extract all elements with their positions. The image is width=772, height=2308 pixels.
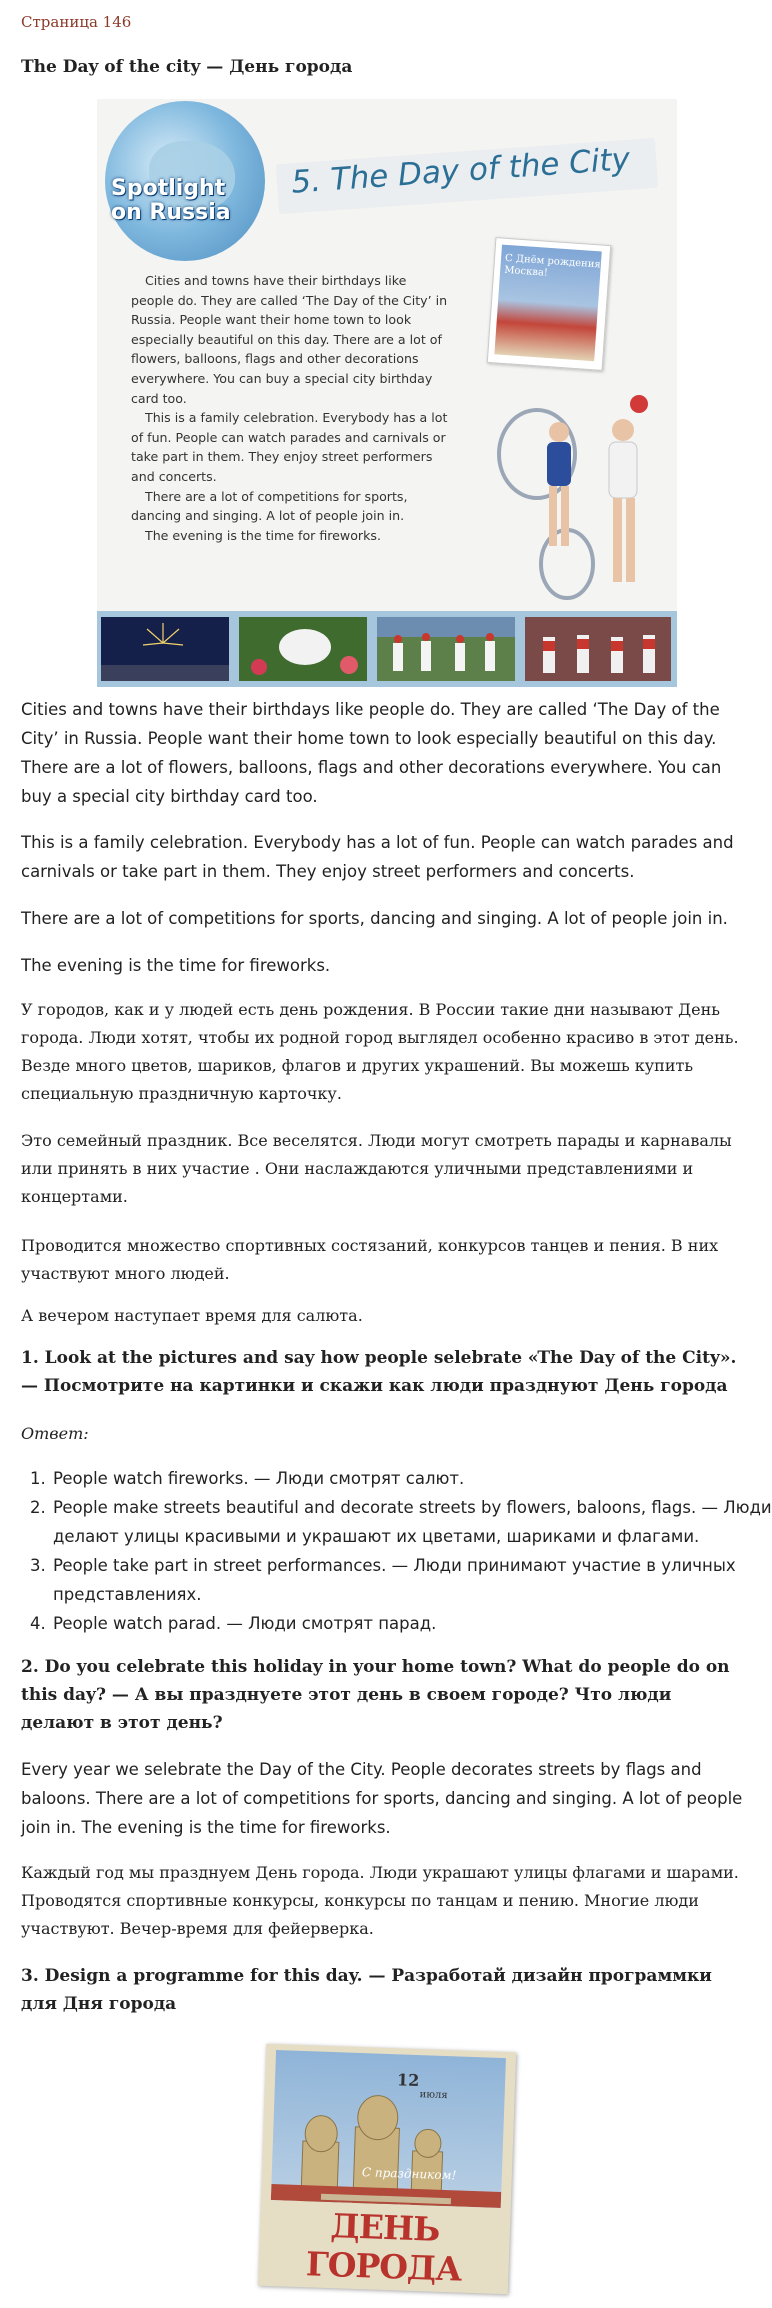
photo-strip — [97, 611, 677, 687]
poster-date-number: 12 — [396, 2070, 420, 2091]
english-paragraph: Cities and towns have their birthdays like people do. They are called ‘The Day of the City’ in Russia. People want their home town to look especially beautiful on this day. There are a lot of flowers, balloons, flags and other decorations everywhere. You can buy a special city birthday card too. — [21, 700, 722, 806]
poster-date-month: июля — [419, 2089, 448, 2102]
textbook-paragraph: There are a lot of competitions for sports, dancing and singing. A lot of people join in. — [131, 488, 408, 524]
task-1-heading: 1. Look at the pictures and say how people selebrate «The Day of the City». — Посмотрите на картинки и скажи как люди празднуют День города — [21, 1348, 737, 1396]
english-paragraph: There are a lot of competitions for sports, dancing and singing. A lot of people join in. — [21, 909, 728, 928]
russian-paragraph: Это семейный праздник. Все веселятся. Люди могут смотреть парады и карнавалы или принять в них участие . Они наслаждаются уличными представлениями и концертами. — [21, 1131, 732, 1206]
flowers-photo — [239, 617, 367, 681]
russian-paragraph: А вечером наступает время для салюта. — [21, 1306, 363, 1325]
logo-line-2: on Russia — [111, 200, 231, 225]
majorettes-photo — [525, 617, 671, 681]
english-paragraph: The evening is the time for fireworks. — [21, 956, 331, 975]
task-3-heading: 3. Design a programme for this day. — Разработай дизайн программки для Дня города — [21, 1966, 712, 2014]
birthday-postcard-image — [487, 237, 612, 371]
fireworks-photo — [101, 617, 229, 681]
logo-line-1: Spotlight — [111, 176, 226, 201]
page-number-link[interactable]: Страница 146 — [21, 13, 132, 31]
textbook-paragraph: This is a family celebration. Everybody has a lot of fun. People can watch parades and carnivals or take part in them. They enjoy street performers and concerts. — [131, 410, 448, 484]
english-paragraph: This is a family celebration. Everybody has a lot of fun. People can watch parades and carnivals or take part in them. They enjoy street performers and concerts. — [21, 833, 734, 881]
textbook-text — [131, 271, 449, 545]
task-2-answer-english: Every year we selebrate the Day of the City. People decorates streets by flags and baloons. There are a lot of competitions for sports, dancing and singing. A lot of people join in. The evening is the time for fireworks. — [21, 1760, 743, 1837]
list-item: 4. People watch parad. — Люди смотрят парад. — [51, 1609, 772, 1638]
postcard-text: С Днём рождения Москва! — [503, 252, 602, 279]
task-2-answer-russian: Каждый год мы празднуем День города. Люди украшают улицы флагами и шарами. Проводятся спортивные конкурсы, конкурсы по танцам и пению. Многие люди участвуют. Вечер-время для фейерверка. — [21, 1863, 739, 1938]
poster-greeting: С праздником! — [361, 2165, 457, 2183]
task-2-heading: 2. Do you celebrate this holiday in your home town? What do people do on this day? — А вы празднуете этот день в своем городе? Что люди делают в этот день? — [21, 1657, 730, 1733]
list-item: 2. People make streets beautiful and decorate streets by flowers, baloons, flags. — Люди делают улицы красивыми и украшают их цветами, шариками и флагами. — [51, 1493, 772, 1551]
banner-title: 5. The Day of the City — [290, 141, 632, 201]
textbook-page-image — [97, 99, 677, 687]
russian-paragraph: Проводится множество спортивных состязаний, конкурсов танцев и пения. В них участвуют много людей. — [21, 1236, 719, 1283]
list-item: 1. People watch fireworks. — Люди смотрят салют. — [51, 1464, 772, 1493]
city-day-poster-image — [258, 2044, 516, 2295]
textbook-paragraph: The evening is the time for fireworks. — [145, 527, 381, 543]
spotlight-logo — [111, 177, 231, 225]
answer-label: Ответ: — [21, 1424, 89, 1443]
page-title: The Day of the city — День города — [21, 57, 353, 77]
list-item: 3. People take part in street performances. — Люди принимают участие в уличных представлениях. — [51, 1551, 772, 1609]
textbook-paragraph: Cities and towns have their birthdays like people do. They are called ‘The Day of the City’ in Russia. People want their home town to look especially beautiful on this day. There are a lot of flowers, balloons, flags and other decorations everywhere. You can buy a special city birthday card too. — [131, 273, 448, 406]
parade-photo — [377, 617, 515, 681]
poster-title: ДЕНЬ ГОРОДА — [305, 2206, 462, 2289]
gymnast-girls-image — [497, 384, 667, 609]
task-1-answers-list — [21, 1464, 772, 1638]
kremlin-domes-icon — [271, 2084, 505, 2208]
russian-paragraph: У городов, как и у людей есть день рождения. В России такие дни называют День города. Люди хотят, чтобы их родной город выглядел особенно красиво в этот день. Везде много цветов, шариков, флагов и других украшений. Вы можешь купить специальную праздничную карточку. — [21, 1000, 739, 1103]
